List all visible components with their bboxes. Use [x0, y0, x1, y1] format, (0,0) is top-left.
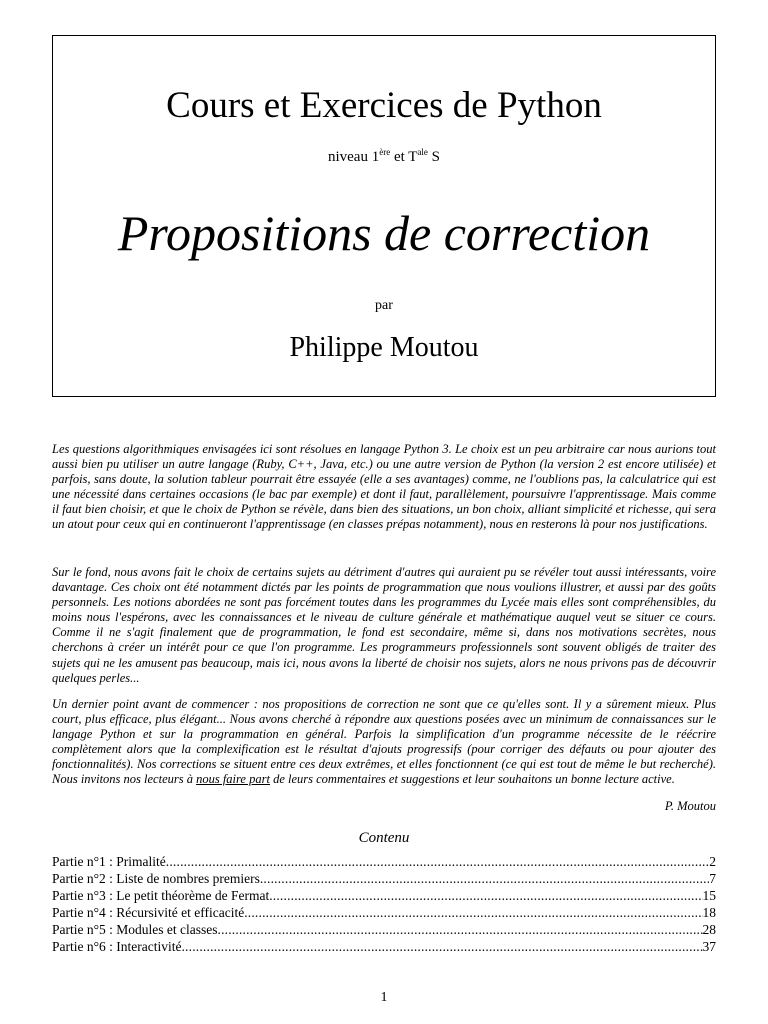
main-title: Cours et Exercices de Python: [166, 85, 602, 126]
toc-entry[interactable]: [52, 870, 716, 887]
level-line: [53, 148, 715, 166]
intro-paragraph-2: Sur le fond, nous avons fait le choix de certains sujets au détriment d'autres qui auraient pu se révéler tout aussi intéressants, voire davantage. Ces choix ont été notamment dictés par les points de programmation que nous voulions illustrer, et aussi par des goûts personnels. Les notions abordées ne sont pas forcément toutes dans les programmes du Lycée mais elles sont compréhensibles, du moins nous l'espérons, avec les connaissances et le niveau de culture générale et mathématique auquel veut se situer ce cours. Comme il ne s'agit finalement que de programmation, le fond est secondaire, même si, dans nos motivations secrètes, nous cherchons à créer un intérêt pour ce que l'on programme. Les programmeurs professionnels sont souvent obligés de traiter des sujets qui ne les amusent pas beaucoup, mais ici, nous avons la liberté de choisir nos sujets, alors ne nous privons pas de découvrir quelques perles...: [52, 565, 716, 685]
title-box: [52, 35, 716, 397]
level-suffix: S: [427, 149, 441, 165]
toc-entry-page: 37: [702, 939, 716, 954]
toc-entry-label: Partie n°1 : Primalité: [52, 854, 166, 869]
toc-entry[interactable]: [52, 904, 716, 921]
intro-paragraph-3-end: de leurs commentaires et suggestions et leur souhaitons un bonne lecture active.: [269, 772, 675, 787]
toc-entry-label: Partie n°6 : Interactivité: [52, 939, 182, 954]
toc-entry-label: Partie n°5 : Modules et classes: [52, 922, 218, 937]
toc-entry-page: 28: [702, 922, 716, 937]
page-number: 1: [380, 990, 388, 1005]
toc-entry-label: Partie n°3 : Le petit théorème de Fermat: [52, 888, 270, 903]
toc-entry[interactable]: [52, 887, 716, 904]
level-sup-terminale: ale: [417, 147, 428, 157]
table-of-contents: [52, 853, 716, 955]
toc-title: Contenu: [358, 830, 410, 846]
author-name: Philippe Moutou: [289, 332, 479, 363]
toc-entry-page: 18: [702, 905, 716, 920]
toc-leader-dots: [166, 853, 709, 870]
toc-leader-dots: [218, 921, 703, 938]
toc-entry-page: 7: [709, 871, 716, 886]
toc-entry-label: Partie n°4 : Récursivité et efficacité: [52, 905, 245, 920]
toc-leader-dots: [269, 887, 702, 904]
toc-entry-page: 2: [709, 854, 716, 869]
toc-entry[interactable]: [52, 921, 716, 938]
level-sup-premiere: ère: [379, 147, 391, 157]
intro-paragraph-1: Les questions algorithmiques envisagées ici sont résolues en langage Python 3. Le choix est un peu arbitraire car nous aurions tout aussi bien pu utiliser un autre langage (Ruby, C++, Java, etc.) ou une autre version de Python (la version 2 est encore utilisée) et parfois, sans doute, la solution tableur pourrait être essayée (elle a ses avantages) comme, ne l'oublions pas, la calculatrice qui est une nécessité dans certaines occasions (le bac par exemple) et dont il faut, parallèlement, poursuivre l'apprentissage. Mais comme il faut bien choisir, et que le choix de Python se révèle, dans bien des situations, un bon choix, alliant simplicité et richesse, qui sera un atout pour ceux qui en continueront l'apprentissage (en classes prépas notamment), nous en resterons là pour nos justifications.: [52, 442, 716, 532]
contact-link[interactable]: nous faire part: [196, 772, 270, 787]
par-label: par: [375, 298, 393, 313]
toc-leader-dots: [244, 904, 702, 921]
signature: P. Moutou: [664, 799, 716, 813]
toc-entry[interactable]: [52, 938, 716, 955]
toc-leader-dots: [181, 938, 702, 955]
level-mid: et T: [390, 149, 418, 165]
intro-paragraph-3: [52, 697, 716, 788]
level-prefix: niveau 1: [327, 149, 380, 165]
intro-paragraph-3-start: Un dernier point avant de commencer : nos propositions de correction ne sont que ce qu'elles sont. Il y a sûrement mieux. Plus court, plus efficace, plus élégant... Nous avons cherché à répondre aux questions posées avec un minimum de connaissances sur le langage Python et sur la programmation en général. Parfois la simplification d'un programme nécessite de le réécrire complètement alors que la complexification est le résultat d'ajouts progressifs (pour corriger des défauts ou pour ajouter des fonctionnalités). Nos corrections se situent entre ces deux extrêmes, et elles fonctionnent (ce qui est tout de même le but recherché). Nous invitons nos lecteurs à: [52, 697, 716, 787]
toc-entry[interactable]: [52, 853, 716, 870]
toc-entry-page: 15: [702, 888, 716, 903]
subtitle: Propositions de correction: [117, 205, 651, 261]
toc-entry-label: Partie n°2 : Liste de nombres premiers: [52, 871, 260, 886]
toc-leader-dots: [260, 870, 709, 887]
